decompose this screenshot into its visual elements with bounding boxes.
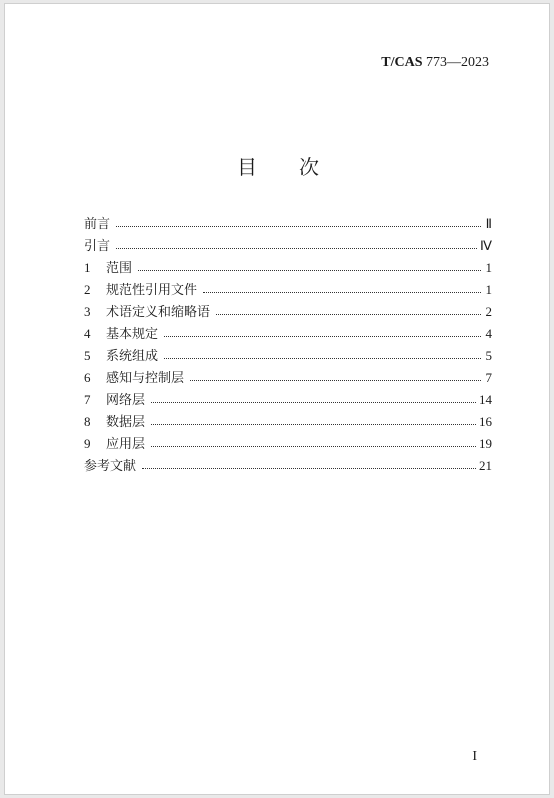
toc-entry[interactable] bbox=[84, 323, 492, 345]
toc-entry-page: 16 bbox=[479, 414, 492, 429]
page-number: I bbox=[472, 749, 477, 764]
toc-entry-label: 数据层 bbox=[106, 415, 146, 430]
toc-entry[interactable] bbox=[84, 389, 492, 411]
toc-entry-label: 规范性引用文件 bbox=[106, 283, 198, 298]
document-code-prefix: T/CAS bbox=[381, 55, 423, 70]
toc-entry-number: 5 bbox=[84, 348, 91, 363]
toc-entry-page: 5 bbox=[485, 348, 492, 363]
document-page bbox=[4, 3, 550, 795]
toc-entry-page: Ⅱ bbox=[485, 216, 492, 231]
toc-leader-dots bbox=[216, 314, 481, 315]
toc-entry-page: 7 bbox=[485, 370, 492, 385]
toc-title-char-1: 目 bbox=[237, 155, 257, 179]
toc-entry-number: 3 bbox=[84, 304, 91, 319]
toc-entry-page: 19 bbox=[479, 436, 492, 451]
toc-leader-dots bbox=[142, 468, 476, 469]
toc-entry[interactable] bbox=[84, 367, 492, 389]
toc-entry-number: 8 bbox=[84, 414, 91, 429]
toc-entry[interactable] bbox=[84, 213, 492, 235]
toc-entry[interactable] bbox=[84, 257, 492, 279]
toc-entry-label: 应用层 bbox=[106, 437, 146, 452]
toc-leader-dots bbox=[151, 424, 476, 425]
toc-entry-label: 感知与控制层 bbox=[106, 371, 185, 386]
toc-leader-dots bbox=[151, 402, 476, 403]
toc-entry-page: 21 bbox=[479, 458, 492, 473]
toc-entry[interactable] bbox=[84, 411, 492, 433]
toc-entry-label: 网络层 bbox=[106, 393, 146, 408]
toc-entry-number: 9 bbox=[84, 436, 91, 451]
toc-entry[interactable] bbox=[84, 301, 492, 323]
toc-entry-page: 1 bbox=[485, 282, 492, 297]
toc-entry-number: 1 bbox=[84, 260, 91, 275]
toc-title-char-2: 次 bbox=[299, 155, 319, 179]
toc-entry[interactable] bbox=[84, 455, 492, 477]
toc-leader-dots bbox=[116, 248, 477, 249]
toc-leader-dots bbox=[203, 292, 481, 293]
toc-entry-label: 引言 bbox=[84, 239, 111, 254]
toc-entry-label: 系统组成 bbox=[106, 349, 159, 364]
document-code bbox=[381, 55, 489, 71]
toc-entry-label: 前言 bbox=[84, 217, 111, 232]
toc-entry-page: Ⅳ bbox=[480, 238, 492, 253]
toc-leader-dots bbox=[151, 446, 476, 447]
toc-leader-dots bbox=[164, 358, 481, 359]
toc-entry-page: 2 bbox=[485, 304, 492, 319]
toc-entry-label: 基本规定 bbox=[106, 327, 159, 342]
toc-entry-page: 4 bbox=[485, 326, 492, 341]
toc-leader-dots bbox=[116, 226, 481, 227]
toc-entry[interactable] bbox=[84, 279, 492, 301]
toc-leader-dots bbox=[164, 336, 481, 337]
toc-entry-number: 7 bbox=[84, 392, 91, 407]
toc-leader-dots bbox=[138, 270, 481, 271]
toc-entry-number: 4 bbox=[84, 326, 91, 341]
toc-entry[interactable] bbox=[84, 235, 492, 257]
toc-entry[interactable] bbox=[84, 345, 492, 367]
toc-leader-dots bbox=[190, 380, 481, 381]
toc-entry-page: 1 bbox=[485, 260, 492, 275]
table-of-contents bbox=[84, 213, 492, 477]
toc-entry-label: 参考文献 bbox=[84, 459, 137, 474]
toc-entry-label: 术语定义和缩略语 bbox=[106, 305, 211, 320]
toc-entry[interactable] bbox=[84, 433, 492, 455]
toc-entry-number: 6 bbox=[84, 370, 91, 385]
toc-title bbox=[5, 151, 551, 180]
document-code-number: 773—2023 bbox=[422, 55, 489, 70]
toc-entry-page: 14 bbox=[479, 392, 492, 407]
toc-entry-label: 范围 bbox=[106, 261, 133, 276]
toc-entry-number: 2 bbox=[84, 282, 91, 297]
